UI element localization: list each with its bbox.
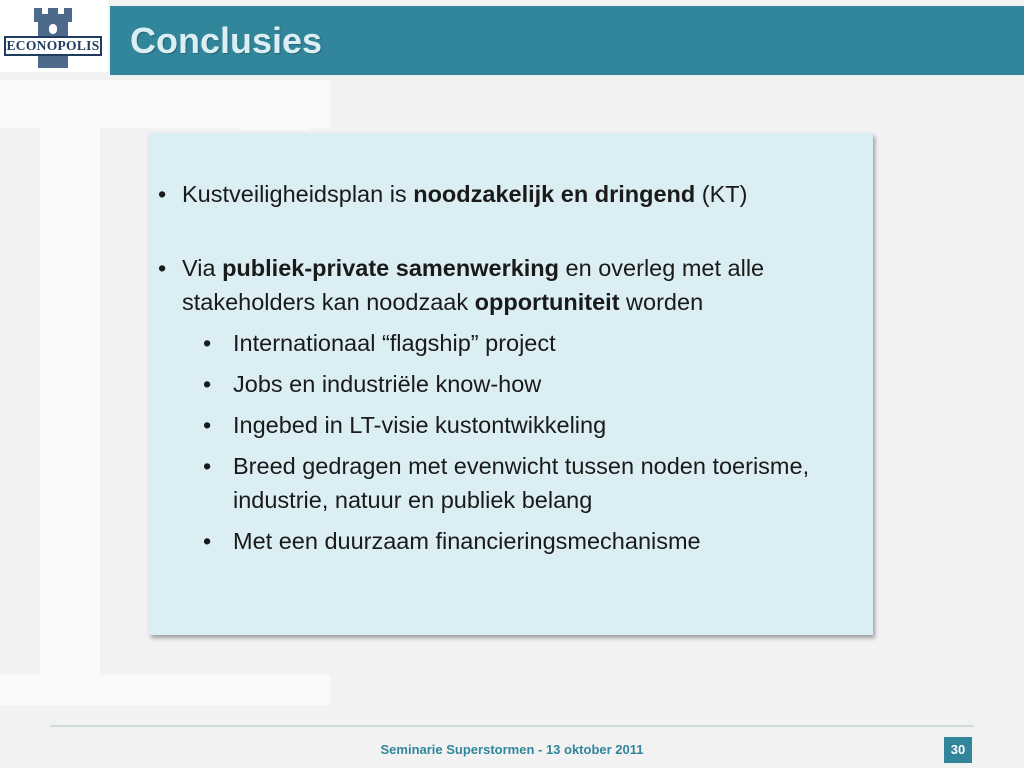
- bullet-bold: opportuniteit: [474, 289, 620, 315]
- bullet-item: [149, 177, 873, 211]
- bullet-bold: noodzakelijk en dringend: [413, 181, 696, 207]
- sub-bullet-list: [149, 326, 873, 558]
- bullet-text: worden: [619, 289, 704, 315]
- bullet-text: Via: [182, 255, 223, 281]
- sub-bullet-item: • Breed gedragen met evenwicht tussen noden toerisme, industrie, natuur en publiek belang: [149, 449, 873, 517]
- bullet-item: [149, 251, 873, 558]
- sub-bullet-item: • Jobs en industriële know-how: [149, 367, 873, 401]
- bullet-text: en overleg met alle stakeholders kan noodzaak: [182, 255, 765, 315]
- bullet-text: Kustveiligheidsplan is: [182, 181, 414, 207]
- page-number: 30: [944, 737, 972, 763]
- background-decoration: [40, 80, 100, 700]
- sub-bullet-item: • Internationaal “flagship” project: [149, 326, 873, 360]
- bullet-text: (KT): [695, 181, 748, 207]
- footer-divider: [50, 725, 974, 727]
- bullet-list: [149, 177, 873, 598]
- title-bar: [110, 6, 1024, 75]
- background-decoration: [240, 90, 310, 130]
- footer-text: Seminarie Superstormen - 13 oktober 2011: [380, 742, 644, 757]
- content-box: [149, 133, 873, 635]
- sub-bullet-item: • Ingebed in LT-visie kustontwikkeling: [149, 408, 873, 442]
- logo-wordmark: ECONOPOLIS: [4, 36, 102, 56]
- econopolis-logo: [0, 0, 108, 72]
- slide-title: Conclusies: [130, 19, 323, 61]
- bullet-bold: publiek-private samenwerking: [222, 255, 560, 281]
- sub-bullet-item: • Met een duurzaam financieringsmechanisme: [149, 524, 873, 558]
- background-decoration: [0, 675, 330, 705]
